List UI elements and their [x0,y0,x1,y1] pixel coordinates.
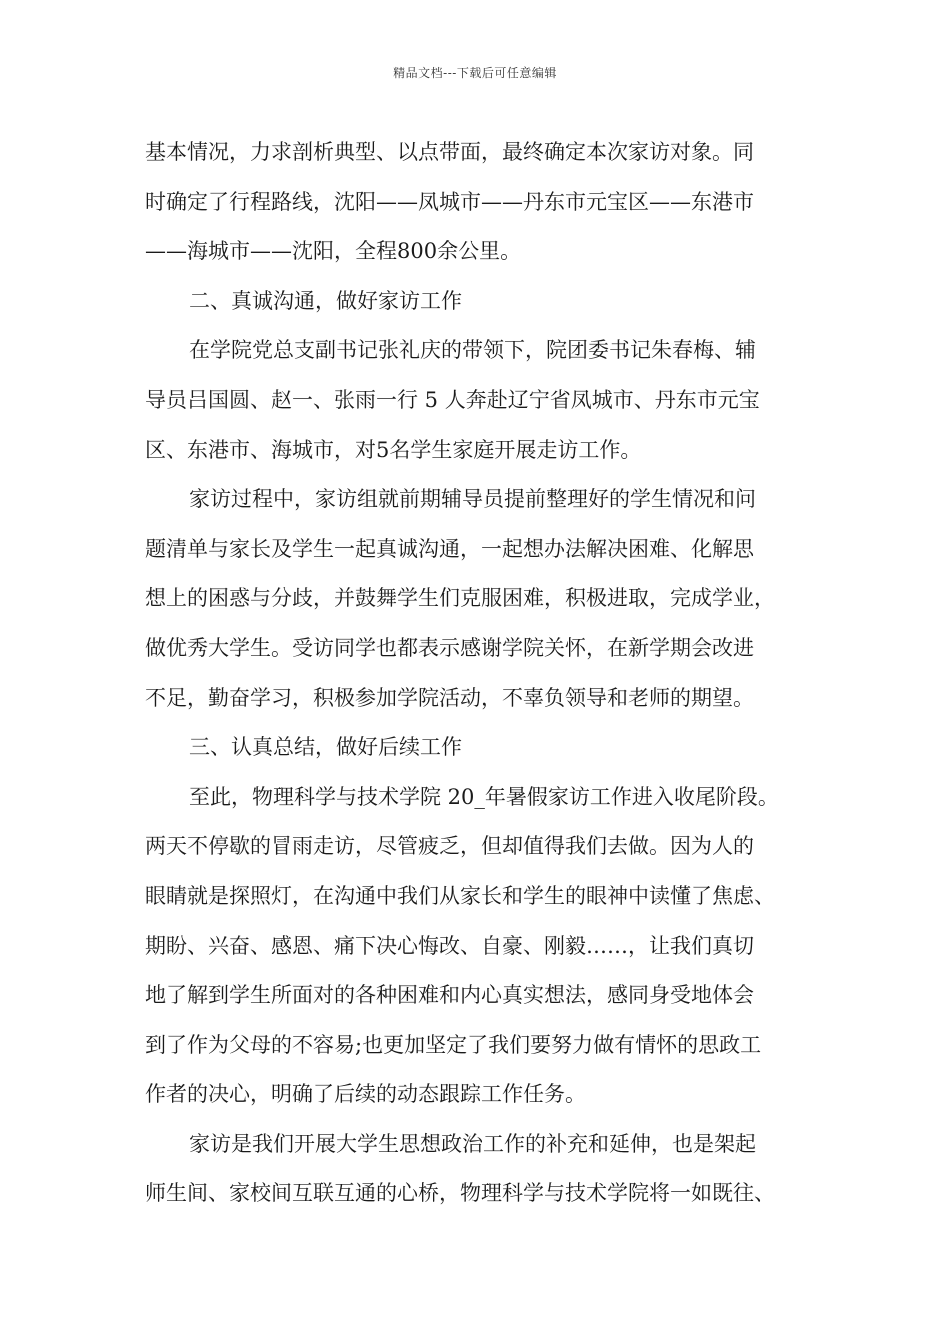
text-line: 两天不停歇的冒雨走访，尽管疲乏，但却值得我们去做。因为人的 [145,834,754,859]
text-line: 在学院党总支副书记张礼庆的带领下，院团委书记朱春梅、辅 [189,338,756,363]
text-line: 至此，物理科学与技术学院 20_年暑假家访工作进入收尾阶段。 [189,784,779,809]
text-line: 不足，勤奋学习，积极参加学院活动，不辜负领导和老师的期望。 [145,685,754,710]
text-line: 期盼、兴奋、感恩、痛下决心悔改、自豪、刚毅……，让我们真切 [145,933,754,958]
text-line: 做优秀大学生。受访同学也都表示感谢学院关怀，在新学期会改进 [145,635,754,660]
text-line: 区、东港市、海城市，对5名学生家庭开展走访工作。 [145,437,642,462]
text-line: 家访是我们开展大学生思想政治工作的补充和延伸，也是架起 [189,1131,756,1156]
text-line: 题清单与家长及学生一起真诚沟通，一起想办法解决困难、化解思 [145,536,754,561]
text-line: 师生间、家校间互联互通的心桥，物理科学与技术学院将一如既往、 [145,1181,775,1206]
text-line: 导员吕国圆、赵一、张雨一行 5 人奔赴辽宁省凤城市、丹东市元宝 [145,387,760,412]
text-line: 基本情况，力求剖析典型、以点带面，最终确定本次家访对象。同 [145,140,754,164]
text-line: 眼睛就是探照灯，在沟通中我们从家长和学生的眼神中读懂了焦虑、 [145,883,775,908]
document-body [145,128,810,1219]
text-line: 家访过程中，家访组就前期辅导员提前整理好的学生情况和问 [189,487,756,512]
text-line: ——海城市——沈阳，全程800余公里。 [145,239,522,264]
page-header: 精品文档---下载后可任意编辑 [393,66,557,80]
text-line: 地了解到学生所面对的各种困难和内心真实想法，感同身受地体会 [145,983,754,1008]
section-heading: 二、真诚沟通，做好家访工作 [189,288,462,313]
text-line: 作者的决心，明确了后续的动态跟踪工作任务。 [145,1082,586,1107]
text-line: 时确定了行程路线，沈阳——凤城市——丹东市元宝区——东港市 [145,189,754,214]
section-heading: 三、认真总结，做好后续工作 [189,735,462,760]
text-line: 到了作为父母的不容易;也更加坚定了我们要努力做有情怀的思政工 [145,1032,762,1057]
text-line: 想上的困惑与分歧，并鼓舞学生们克服困难，积极进取，完成学业， [145,586,775,611]
